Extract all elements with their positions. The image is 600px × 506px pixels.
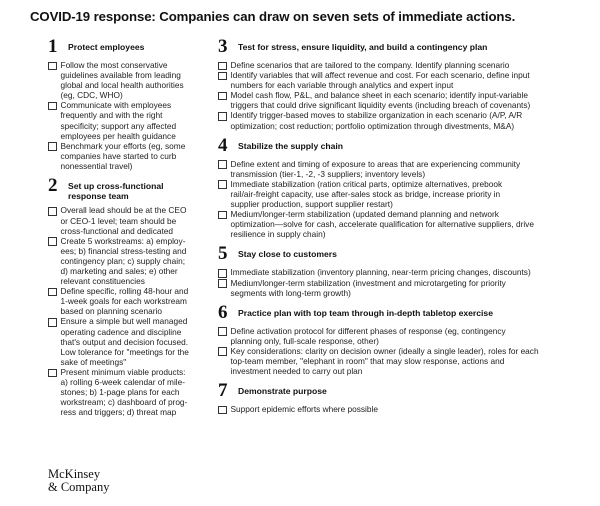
checkbox-icon[interactable] bbox=[218, 406, 227, 415]
checkbox-icon[interactable] bbox=[218, 92, 227, 101]
checklist-item-text bbox=[61, 316, 209, 366]
section-title-line: Stay close to customers bbox=[238, 249, 337, 260]
item-text-line: Immediate stabilization (ration critical parts, optimize alternatives, prebook bbox=[230, 178, 503, 189]
checklist-item bbox=[218, 90, 588, 110]
section-header bbox=[48, 38, 208, 56]
checklist-item-text bbox=[231, 278, 589, 298]
section-header bbox=[218, 301, 588, 323]
section-number: 3 bbox=[218, 36, 228, 57]
checklist-item bbox=[218, 60, 588, 70]
section-title-line: Stabilize the supply chain bbox=[238, 140, 344, 151]
item-text-line: companies have started to curb bbox=[60, 150, 177, 161]
checkbox-icon[interactable] bbox=[218, 279, 227, 288]
item-text-line: contingency plan; c) supply chain; bbox=[60, 255, 186, 266]
checklist-item-text bbox=[231, 110, 589, 130]
left-column bbox=[48, 38, 208, 423]
item-text-line: frequently and with the right bbox=[60, 110, 163, 121]
item-text-line: top-team member, "elephant in room" that may slow response, actions and bbox=[230, 355, 505, 366]
item-text-line: Define scenarios that are tailored to the company. Identify planning scenario bbox=[230, 60, 510, 70]
section-7 bbox=[218, 382, 588, 414]
item-text-line: Present minimum viable products: bbox=[60, 366, 186, 377]
page-title: COVID-19 response: Companies can draw on seven sets of immediate actions. bbox=[30, 9, 516, 24]
checklist-item-text bbox=[61, 60, 209, 100]
checkbox-icon[interactable] bbox=[218, 180, 227, 189]
item-text-line: (eg, CDC, WHO) bbox=[60, 90, 123, 101]
checklist-item-text bbox=[231, 60, 589, 70]
checkbox-icon[interactable] bbox=[48, 318, 57, 327]
item-text-line: Define extent and timing of exposure to areas that are experiencing community bbox=[230, 158, 521, 169]
checklist-item-text bbox=[231, 70, 589, 90]
section-title bbox=[232, 304, 493, 318]
checkbox-icon[interactable] bbox=[218, 72, 227, 81]
checklist-item bbox=[218, 70, 588, 90]
checkbox-icon[interactable] bbox=[218, 347, 227, 356]
checkbox-icon[interactable] bbox=[48, 369, 57, 378]
section-title-line: response team bbox=[68, 191, 129, 202]
checklist-item bbox=[218, 179, 588, 209]
section-4 bbox=[218, 134, 588, 240]
item-text-line: transmission (tier-1, -2, -3 suppliers; inventory levels) bbox=[230, 168, 426, 179]
section-2 bbox=[48, 177, 208, 417]
item-text-line: Define activation protocol for different phases of response (eg, contingency bbox=[230, 325, 506, 336]
checkbox-icon[interactable] bbox=[218, 211, 227, 220]
checklist-item-text bbox=[231, 267, 589, 277]
item-text-line: ress and triggers; d) threat map bbox=[60, 407, 177, 418]
item-text-line: rail/air-freight capacity, use after-sales stock as bridge, increase priority in bbox=[230, 188, 501, 199]
checklist-item-text bbox=[231, 346, 589, 376]
section-title bbox=[62, 38, 144, 52]
checklist-item bbox=[48, 286, 208, 316]
checklist-item bbox=[48, 236, 208, 286]
section-number: 7 bbox=[218, 380, 228, 402]
item-text-line: numbers for each variable through analytics and expert input bbox=[230, 80, 454, 91]
checklist-item bbox=[218, 278, 588, 298]
section-header bbox=[218, 38, 588, 56]
logo-line-1: McKinsey bbox=[48, 467, 101, 481]
item-text-line: triggers that could drive significant liquidity events (including breach of covenants) bbox=[230, 100, 531, 111]
section-title-line: Test for stress, ensure liquidity, and build a contingency plan bbox=[238, 42, 488, 52]
checklist-item-text bbox=[61, 236, 209, 286]
right-column bbox=[218, 38, 588, 420]
item-text-line: optimization; cost reduction; portfolio optimization through divestments, M&A) bbox=[230, 120, 515, 131]
item-text-line: Model cash flow, P&L, and balance sheet in each scenario; identify input-variable bbox=[230, 90, 528, 101]
item-text-line: investment needed to carry out plan bbox=[230, 366, 363, 377]
section-header bbox=[218, 382, 588, 400]
item-text-line: Ensure a simple but well managed bbox=[60, 316, 188, 327]
checklist-item bbox=[48, 316, 208, 366]
checklist-item bbox=[218, 267, 588, 277]
item-text-line: nonessential travel) bbox=[60, 160, 133, 171]
section-5 bbox=[218, 245, 588, 297]
item-text-line: or CEO-1 level; team should be bbox=[60, 215, 177, 226]
section-number: 4 bbox=[218, 134, 228, 156]
section-number: 5 bbox=[218, 243, 228, 265]
item-text-line: sake of meetings" bbox=[60, 356, 127, 367]
item-text-line: operating cadence and discipline bbox=[60, 326, 182, 337]
item-text-line: segments with long-term growth) bbox=[230, 287, 351, 298]
item-text-line: specificity; support any affected bbox=[60, 120, 177, 131]
checklist-item bbox=[218, 404, 588, 414]
section-title bbox=[232, 38, 487, 52]
item-text-line: Key considerations: clarity on decision owner (ideally a single leader), roles for each bbox=[230, 345, 539, 356]
checkbox-icon[interactable] bbox=[48, 207, 57, 216]
checklist-item-text bbox=[61, 141, 209, 171]
checkbox-icon[interactable] bbox=[218, 160, 227, 169]
section-header bbox=[218, 134, 588, 156]
checklist-item-text bbox=[231, 159, 589, 179]
checklist-item-text bbox=[61, 367, 209, 417]
section-header bbox=[218, 245, 588, 263]
checklist-item-text bbox=[61, 100, 209, 140]
item-text-line: Create 5 workstreams: a) employ- bbox=[60, 235, 186, 246]
checkbox-icon[interactable] bbox=[218, 327, 227, 336]
checklist-item bbox=[218, 110, 588, 130]
item-text-line: Identify trigger-based moves to stabilize organization in each scenario (A/P, A/R bbox=[230, 110, 523, 121]
section-number: 2 bbox=[48, 175, 58, 197]
item-text-line: cross-functional and dedicated bbox=[60, 225, 174, 236]
checklist-item bbox=[218, 159, 588, 179]
section-1 bbox=[48, 38, 208, 171]
item-text-line: resilience in supply chain) bbox=[230, 229, 326, 240]
section-3 bbox=[218, 38, 588, 131]
checkbox-icon[interactable] bbox=[218, 62, 227, 71]
item-text-line: Medium/longer-term stabilization (updated demand planning and network bbox=[230, 209, 499, 220]
checklist-item-text bbox=[231, 209, 589, 239]
checklist-item bbox=[218, 326, 588, 346]
section-title-line: Practice plan with top team through in-depth tabletop exercise bbox=[238, 307, 493, 318]
item-text-line: Identify variables that will affect revenue and cost. For each scenario, define input bbox=[230, 70, 530, 81]
item-text-line: planning only, full-scale response, other) bbox=[230, 335, 379, 346]
item-text-line: that's output and decision focused. bbox=[60, 336, 189, 347]
item-text-line: ees; b) financial stress-testing and bbox=[60, 245, 187, 256]
item-text-line: Low tolerance for "meetings for the bbox=[60, 346, 189, 357]
checklist-item bbox=[48, 60, 208, 100]
item-text-line: a) rolling 6-week calendar of mile- bbox=[60, 377, 186, 388]
checklist-item bbox=[48, 367, 208, 417]
section-header bbox=[48, 177, 208, 201]
section-number: 1 bbox=[48, 36, 58, 57]
mckinsey-logo bbox=[48, 468, 109, 494]
section-title bbox=[232, 245, 337, 259]
checklist-item-text bbox=[231, 326, 589, 346]
checklist-item-text bbox=[61, 205, 209, 235]
checkbox-icon[interactable] bbox=[218, 112, 227, 121]
logo-line-2: & Company bbox=[48, 480, 110, 494]
item-text-line: employees per health guidance bbox=[60, 130, 176, 141]
section-number: 6 bbox=[218, 301, 228, 323]
checklist-item bbox=[48, 100, 208, 140]
checklist-item-text bbox=[61, 286, 209, 316]
checklist-item bbox=[218, 209, 588, 239]
item-text-line: Benchmark your efforts (eg, some bbox=[60, 140, 186, 151]
section-title bbox=[232, 137, 343, 151]
item-text-line: workstream; c) dashboard of prog- bbox=[60, 397, 188, 408]
checkbox-icon[interactable] bbox=[48, 288, 57, 297]
item-text-line: based on planning scenario bbox=[60, 306, 162, 317]
checklist-item bbox=[48, 141, 208, 171]
item-text-line: global and local health authorities bbox=[60, 80, 184, 91]
section-title-line: Demonstrate purpose bbox=[238, 386, 327, 397]
checkbox-icon[interactable] bbox=[48, 62, 57, 71]
checkbox-icon[interactable] bbox=[218, 269, 227, 278]
item-text-line: relevant constituencies bbox=[60, 276, 145, 287]
checkbox-icon[interactable] bbox=[48, 102, 57, 111]
item-text-line: supplier production, support supplier restart) bbox=[230, 199, 393, 210]
item-text-line: Define specific, rolling 48-hour and bbox=[60, 286, 189, 297]
checkbox-icon[interactable] bbox=[48, 142, 57, 151]
section-title bbox=[62, 177, 164, 201]
checklist-item-text bbox=[231, 179, 589, 209]
item-text-line: Immediate stabilization (inventory planning, near-term pricing changes, discounts) bbox=[230, 267, 531, 278]
checklist-item bbox=[218, 346, 588, 376]
section-6 bbox=[218, 301, 588, 377]
item-text-line: Overall lead should be at the CEO bbox=[60, 205, 187, 216]
item-text-line: d) marketing and sales; e) other bbox=[60, 266, 178, 276]
checkbox-icon[interactable] bbox=[48, 237, 57, 246]
checklist-item-text bbox=[231, 404, 589, 414]
item-text-line: guidelines available from leading bbox=[60, 70, 181, 81]
item-text-line: stones; b) 1-page plans for each bbox=[60, 387, 180, 398]
item-text-line: Follow the most conservative bbox=[60, 60, 168, 70]
section-title-line: Protect employees bbox=[68, 42, 145, 52]
item-text-line: Communicate with employees bbox=[60, 100, 172, 111]
item-text-line: Support epidemic efforts where possible bbox=[230, 404, 378, 415]
section-title bbox=[232, 382, 327, 396]
section-title-line: Set up cross-functional bbox=[68, 181, 164, 192]
item-text-line: optimization—solve for cash, accelerate qualification for alternative suppliers, drive bbox=[230, 219, 534, 230]
item-text-line: 1-week goals for each workstream bbox=[60, 296, 187, 307]
checklist-item-text bbox=[231, 90, 589, 110]
item-text-line: Medium/longer-term stabilization (investment and microtargeting for priority bbox=[230, 277, 506, 288]
checklist-item bbox=[48, 205, 208, 235]
